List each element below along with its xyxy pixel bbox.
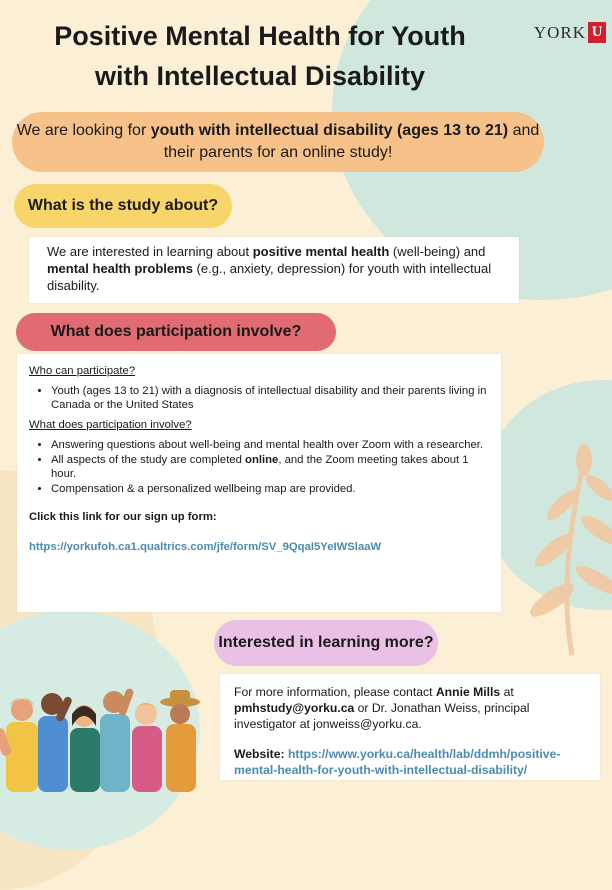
about-text-3: (e.g., anxiety, depression) for youth with intellectual disability. (47, 261, 492, 293)
leaf-illustration-icon (502, 430, 612, 660)
about-text-1: We are interested in learning about (47, 244, 253, 259)
item2-post: , and the Zoom meeting takes about 1 hour. (51, 454, 469, 480)
participation-card (17, 354, 501, 612)
about-bold-1: positive mental health (252, 244, 390, 259)
who-list (29, 384, 489, 412)
participation-heading: What does participation involve? (16, 313, 336, 351)
title-line-2: with Intellectual Disability (94, 61, 426, 91)
about-card (29, 237, 519, 303)
page-title (0, 16, 520, 96)
contact-name: Annie Mills (435, 685, 501, 699)
about-heading: What is the study about? (14, 184, 232, 228)
banner-text-bold: youth with intellectual disability (ages 13 to 21) (150, 122, 509, 139)
about-bold-2: mental health problems (47, 261, 193, 276)
york-logo (534, 22, 606, 43)
contact-text-3: or Dr. Jonathan Weiss, principal investigator at jonweiss@yorku.ca. (234, 701, 530, 731)
who-label: Who can participate? (29, 365, 136, 377)
list-item (51, 453, 489, 481)
contact-text-1: For more information, please contact (234, 685, 436, 699)
item2-bold: online (245, 454, 279, 466)
signup-link[interactable]: https://yorkufoh.ca1.qualtrics.com/jfe/form/SV_9QqaI5YeIWSlaaW (29, 541, 382, 553)
logo-box: U (588, 22, 606, 43)
banner-text-post: and their parents for an online study! (163, 122, 540, 161)
logo-text: YORK (533, 22, 586, 42)
signup-label: Click this link for our sign up form: (29, 511, 217, 523)
contact-email[interactable]: pmhstudy@yorku.ca (234, 701, 355, 715)
website-link[interactable]: https://www.yorku.ca/health/lab/ddmh/positive-mental-health-for-youth-with-intellectual-disability/ (234, 747, 561, 777)
item2-pre: All aspects of the study are completed (51, 454, 246, 466)
banner-text-pre: We are looking for (16, 122, 151, 139)
title-line-1: Positive Mental Health for Youth (54, 21, 466, 51)
learn-more-heading: Interested in learning more? (214, 620, 438, 666)
list-item: • Compensation & a personalized wellbeing map are provided. (51, 482, 489, 496)
contact-text-2: at (500, 685, 514, 699)
website-label: Website: (234, 747, 288, 761)
list-item: • Youth (ages 13 to 21) with a diagnosis of intellectual disability and their parents living in Canada or the United States (51, 384, 489, 412)
what-label: What does participation involve? (29, 419, 192, 431)
what-list (29, 438, 489, 496)
recruitment-banner (12, 112, 544, 172)
about-text-2: (well-being) and (389, 244, 486, 259)
list-item: • Answering questions about well-being and mental health over Zoom with a researcher. (51, 438, 489, 452)
contact-card (220, 674, 600, 780)
youth-group-illustration-icon (0, 676, 215, 792)
